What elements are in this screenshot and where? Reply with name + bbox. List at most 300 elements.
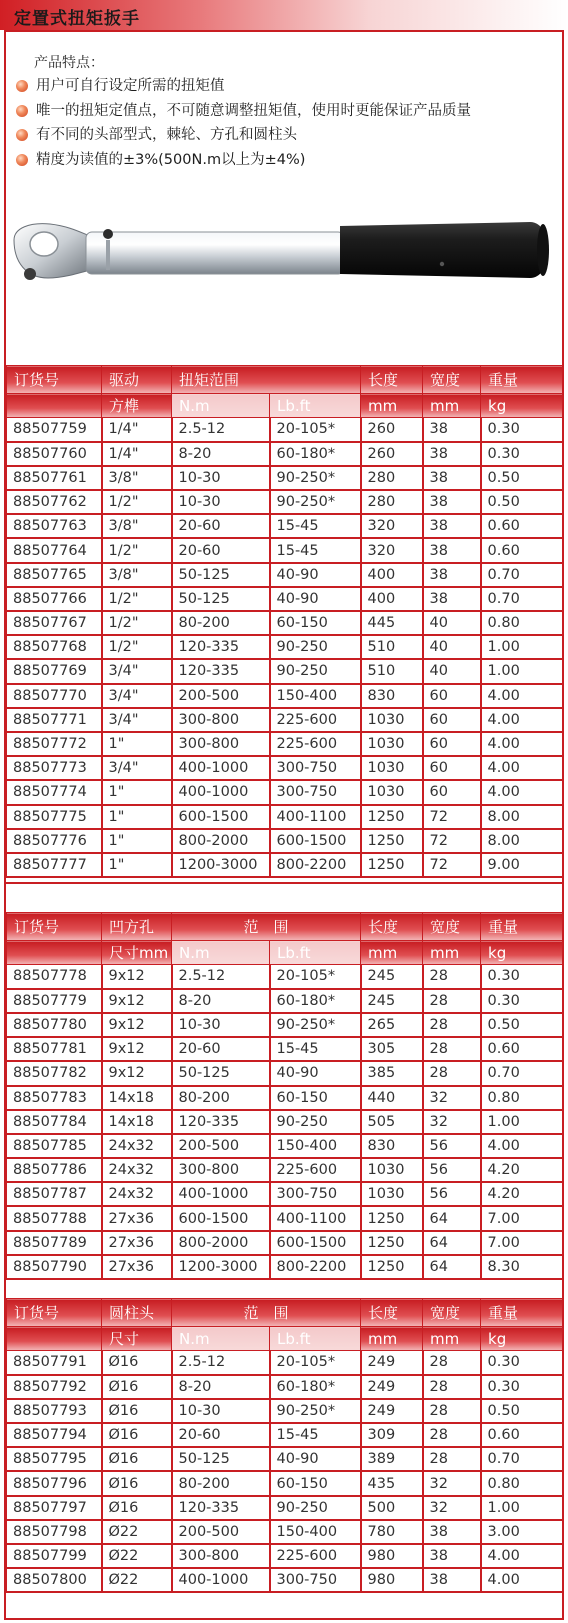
cell-nm: 1200-3000 bbox=[172, 1255, 270, 1279]
cell-drive: Ø16 bbox=[102, 1423, 172, 1447]
cell-nm: 400-1000 bbox=[172, 1568, 270, 1592]
cell-weight: 0.70 bbox=[481, 587, 563, 611]
cell-order-no: 88507761 bbox=[7, 466, 102, 490]
cell-lbft: 300-750 bbox=[270, 1182, 361, 1206]
cell-drive: 1/2" bbox=[102, 538, 172, 562]
col-length: 长度 bbox=[361, 913, 423, 941]
cell-order-no: 88507760 bbox=[7, 442, 102, 466]
cell-weight: 8.00 bbox=[481, 805, 563, 829]
table-row bbox=[7, 1447, 563, 1471]
col-width-unit: mm bbox=[423, 1327, 481, 1351]
cell-order-no: 88507786 bbox=[7, 1158, 102, 1182]
cell-nm: 800-2000 bbox=[172, 829, 270, 853]
cell-order-no: 88507765 bbox=[7, 563, 102, 587]
col-width: 宽度 bbox=[423, 366, 481, 394]
cell-lbft: 15-45 bbox=[270, 514, 361, 538]
features-heading: 产品特点： bbox=[34, 55, 104, 71]
table-body bbox=[7, 965, 563, 1279]
cell-weight: 3.00 bbox=[481, 1520, 563, 1544]
cell-lbft: 90-250* bbox=[270, 1399, 361, 1423]
title-bar bbox=[0, 0, 568, 30]
cell-length: 445 bbox=[361, 611, 423, 635]
cell-nm: 10-30 bbox=[172, 466, 270, 490]
table-row bbox=[7, 1037, 563, 1061]
spec-table-cylinder-head bbox=[6, 1298, 564, 1593]
cell-nm: 2.5-12 bbox=[172, 418, 270, 442]
table-row bbox=[7, 1351, 563, 1375]
cell-drive: 3/4" bbox=[102, 708, 172, 732]
cell-lbft: 60-180* bbox=[270, 442, 361, 466]
cell-length: 830 bbox=[361, 684, 423, 708]
cell-lbft: 15-45 bbox=[270, 538, 361, 562]
cell-drive: 1/2" bbox=[102, 635, 172, 659]
cell-length: 510 bbox=[361, 635, 423, 659]
col-range: 扭矩范围 bbox=[172, 366, 361, 394]
cell-nm: 120-335 bbox=[172, 1496, 270, 1520]
cell-order-no: 88507791 bbox=[7, 1351, 102, 1375]
cell-nm: 200-500 bbox=[172, 684, 270, 708]
table-row bbox=[7, 1158, 563, 1182]
cell-length: 1030 bbox=[361, 1158, 423, 1182]
cell-nm: 80-200 bbox=[172, 1086, 270, 1110]
cell-lbft: 90-250 bbox=[270, 1110, 361, 1134]
col-drive-sub: 方榫 bbox=[102, 394, 172, 418]
cell-weight: 8.00 bbox=[481, 829, 563, 853]
cell-lbft: 60-150 bbox=[270, 1086, 361, 1110]
col-cylinder-sub: 尺寸 bbox=[102, 1327, 172, 1351]
cell-weight: 1.00 bbox=[481, 1110, 563, 1134]
cell-weight: 4.00 bbox=[481, 1134, 563, 1158]
cell-nm: 80-200 bbox=[172, 611, 270, 635]
cell-width: 60 bbox=[423, 756, 481, 780]
table-row bbox=[7, 1206, 563, 1230]
table-row bbox=[7, 805, 563, 829]
cell-drive: 1/2" bbox=[102, 611, 172, 635]
cell-order-no: 88507799 bbox=[7, 1544, 102, 1568]
cell-order-no: 88507768 bbox=[7, 635, 102, 659]
feature-text: 唯一的扭矩定值点，不可随意调整扭矩值，使用时更能保证产品质量 bbox=[36, 102, 471, 119]
cell-order-no: 88507766 bbox=[7, 587, 102, 611]
table-body bbox=[7, 418, 563, 878]
cell-lbft: 90-250* bbox=[270, 490, 361, 514]
cell-order-no: 88507798 bbox=[7, 1520, 102, 1544]
cell-nm: 50-125 bbox=[172, 563, 270, 587]
table-row bbox=[7, 684, 563, 708]
bullet-icon bbox=[16, 154, 28, 166]
cell-weight: 0.80 bbox=[481, 1471, 563, 1495]
col-length-unit: mm bbox=[361, 1327, 423, 1351]
cell-width: 28 bbox=[423, 1423, 481, 1447]
cell-length: 500 bbox=[361, 1496, 423, 1520]
col-length: 长度 bbox=[361, 366, 423, 394]
cell-order-no: 88507795 bbox=[7, 1447, 102, 1471]
cell-drive: Ø16 bbox=[102, 1399, 172, 1423]
cell-drive: 1/2" bbox=[102, 490, 172, 514]
cell-width: 32 bbox=[423, 1086, 481, 1110]
table-row bbox=[7, 514, 563, 538]
cell-lbft: 225-600 bbox=[270, 708, 361, 732]
table-row bbox=[7, 563, 563, 587]
cell-width: 38 bbox=[423, 1544, 481, 1568]
cell-weight: 0.30 bbox=[481, 989, 563, 1013]
cell-lbft: 90-250* bbox=[270, 466, 361, 490]
cell-drive: 3/8" bbox=[102, 514, 172, 538]
cell-weight: 0.70 bbox=[481, 563, 563, 587]
cell-nm: 600-1500 bbox=[172, 1206, 270, 1230]
cell-drive: 3/8" bbox=[102, 563, 172, 587]
cell-length: 249 bbox=[361, 1351, 423, 1375]
cell-weight: 0.60 bbox=[481, 1423, 563, 1447]
cell-weight: 0.30 bbox=[481, 965, 563, 989]
cell-order-no: 88507773 bbox=[7, 756, 102, 780]
cell-weight: 1.00 bbox=[481, 1496, 563, 1520]
table-row bbox=[7, 1520, 563, 1544]
cell-order-no: 88507787 bbox=[7, 1182, 102, 1206]
col-order-no: 订货号 bbox=[7, 1299, 102, 1327]
cell-drive: 1" bbox=[102, 732, 172, 756]
cell-drive: Ø22 bbox=[102, 1520, 172, 1544]
table-row bbox=[7, 611, 563, 635]
cell-length: 305 bbox=[361, 1037, 423, 1061]
cell-nm: 20-60 bbox=[172, 538, 270, 562]
col-width-unit: mm bbox=[423, 941, 481, 965]
cell-lbft: 40-90 bbox=[270, 1061, 361, 1085]
cell-drive: Ø22 bbox=[102, 1568, 172, 1592]
cell-width: 38 bbox=[423, 587, 481, 611]
cell-nm: 10-30 bbox=[172, 1013, 270, 1037]
cell-nm: 120-335 bbox=[172, 659, 270, 683]
table-row bbox=[7, 418, 563, 442]
cell-length: 389 bbox=[361, 1447, 423, 1471]
cell-width: 60 bbox=[423, 708, 481, 732]
cell-length: 249 bbox=[361, 1399, 423, 1423]
cell-order-no: 88507780 bbox=[7, 1013, 102, 1037]
cell-nm: 80-200 bbox=[172, 1471, 270, 1495]
table-row bbox=[7, 1231, 563, 1255]
feature-text: 有不同的头部型式，棘轮、方孔和圆柱头 bbox=[36, 127, 297, 143]
table-row bbox=[7, 466, 563, 490]
cell-nm: 200-500 bbox=[172, 1134, 270, 1158]
cell-drive: Ø16 bbox=[102, 1351, 172, 1375]
cell-drive: 14x18 bbox=[102, 1110, 172, 1134]
cell-order-no: 88507788 bbox=[7, 1206, 102, 1230]
cell-width: 32 bbox=[423, 1471, 481, 1495]
cell-weight: 0.30 bbox=[481, 418, 563, 442]
cell-width: 28 bbox=[423, 1399, 481, 1423]
cell-width: 38 bbox=[423, 418, 481, 442]
cell-lbft: 20-105* bbox=[270, 418, 361, 442]
cell-order-no: 88507797 bbox=[7, 1496, 102, 1520]
cell-length: 385 bbox=[361, 1061, 423, 1085]
cell-width: 28 bbox=[423, 1447, 481, 1471]
cell-nm: 800-2000 bbox=[172, 1231, 270, 1255]
cell-width: 60 bbox=[423, 684, 481, 708]
divider bbox=[6, 882, 562, 884]
cell-length: 510 bbox=[361, 659, 423, 683]
cell-width: 28 bbox=[423, 1037, 481, 1061]
spec-table-ratchet bbox=[6, 365, 564, 878]
col-nm: N.m bbox=[172, 1327, 270, 1351]
cell-length: 1030 bbox=[361, 756, 423, 780]
spec-tables bbox=[6, 365, 562, 1593]
cell-weight: 1.00 bbox=[481, 659, 563, 683]
cell-weight: 7.00 bbox=[481, 1206, 563, 1230]
cell-width: 32 bbox=[423, 1110, 481, 1134]
cell-drive: 1/4" bbox=[102, 418, 172, 442]
cell-order-no: 88507781 bbox=[7, 1037, 102, 1061]
cell-lbft: 15-45 bbox=[270, 1423, 361, 1447]
cell-weight: 0.30 bbox=[481, 442, 563, 466]
cell-length: 1030 bbox=[361, 708, 423, 732]
cell-length: 1030 bbox=[361, 780, 423, 804]
cell-order-no: 88507771 bbox=[7, 708, 102, 732]
cell-nm: 10-30 bbox=[172, 490, 270, 514]
cell-width: 40 bbox=[423, 611, 481, 635]
table-row bbox=[7, 587, 563, 611]
cell-lbft: 40-90 bbox=[270, 587, 361, 611]
table-row bbox=[7, 1423, 563, 1447]
cell-drive: 24x32 bbox=[102, 1134, 172, 1158]
cell-width: 56 bbox=[423, 1158, 481, 1182]
cell-order-no: 88507774 bbox=[7, 780, 102, 804]
cell-length: 320 bbox=[361, 538, 423, 562]
col-order-no-sub bbox=[7, 394, 102, 418]
table-row bbox=[7, 442, 563, 466]
cell-order-no: 88507784 bbox=[7, 1110, 102, 1134]
cell-order-no: 88507779 bbox=[7, 989, 102, 1013]
cell-drive: 1/4" bbox=[102, 442, 172, 466]
cell-drive: 3/4" bbox=[102, 756, 172, 780]
cell-drive: 1/2" bbox=[102, 587, 172, 611]
table-row bbox=[7, 1375, 563, 1399]
cell-length: 249 bbox=[361, 1375, 423, 1399]
table-body bbox=[7, 1351, 563, 1593]
cell-drive: 24x32 bbox=[102, 1158, 172, 1182]
cell-nm: 50-125 bbox=[172, 1061, 270, 1085]
cell-order-no: 88507785 bbox=[7, 1134, 102, 1158]
cell-lbft: 400-1100 bbox=[270, 805, 361, 829]
cell-order-no: 88507790 bbox=[7, 1255, 102, 1279]
cell-drive: 1" bbox=[102, 805, 172, 829]
cell-length: 280 bbox=[361, 466, 423, 490]
cell-nm: 50-125 bbox=[172, 1447, 270, 1471]
cell-drive: 9x12 bbox=[102, 1037, 172, 1061]
col-length-unit: mm bbox=[361, 394, 423, 418]
features-list bbox=[16, 74, 556, 172]
cell-order-no: 88507775 bbox=[7, 805, 102, 829]
col-weight: 重量 bbox=[481, 1299, 563, 1327]
cell-length: 505 bbox=[361, 1110, 423, 1134]
table-row bbox=[7, 635, 563, 659]
cell-lbft: 15-45 bbox=[270, 1037, 361, 1061]
table-row bbox=[7, 659, 563, 683]
cell-width: 72 bbox=[423, 805, 481, 829]
cell-length: 1250 bbox=[361, 1206, 423, 1230]
cell-weight: 0.50 bbox=[481, 490, 563, 514]
cell-drive: 27x36 bbox=[102, 1255, 172, 1279]
cell-width: 32 bbox=[423, 1496, 481, 1520]
cell-weight: 0.30 bbox=[481, 1375, 563, 1399]
cell-nm: 1200-3000 bbox=[172, 853, 270, 877]
cell-lbft: 300-750 bbox=[270, 756, 361, 780]
col-socket: 凹方孔 bbox=[102, 913, 172, 941]
cell-width: 38 bbox=[423, 1568, 481, 1592]
col-order-no: 订货号 bbox=[7, 366, 102, 394]
cell-nm: 600-1500 bbox=[172, 805, 270, 829]
cell-order-no: 88507769 bbox=[7, 659, 102, 683]
col-order-no-sub bbox=[7, 1327, 102, 1351]
cell-lbft: 225-600 bbox=[270, 1158, 361, 1182]
cell-width: 64 bbox=[423, 1255, 481, 1279]
cell-width: 28 bbox=[423, 1013, 481, 1037]
table-row bbox=[7, 756, 563, 780]
cell-width: 40 bbox=[423, 635, 481, 659]
cell-nm: 20-60 bbox=[172, 1037, 270, 1061]
cell-weight: 4.00 bbox=[481, 780, 563, 804]
cell-order-no: 88507796 bbox=[7, 1471, 102, 1495]
cell-drive: 9x12 bbox=[102, 1013, 172, 1037]
cell-drive: 3/4" bbox=[102, 684, 172, 708]
cell-nm: 2.5-12 bbox=[172, 965, 270, 989]
cell-length: 1250 bbox=[361, 1231, 423, 1255]
table-row bbox=[7, 1544, 563, 1568]
cell-lbft: 90-250 bbox=[270, 635, 361, 659]
feature-text: 精度为读值的±3%(500N.m以上为±4%) bbox=[36, 151, 306, 168]
table-row bbox=[7, 1399, 563, 1423]
cell-drive: 14x18 bbox=[102, 1086, 172, 1110]
cell-lbft: 225-600 bbox=[270, 732, 361, 756]
cell-width: 38 bbox=[423, 466, 481, 490]
cell-lbft: 150-400 bbox=[270, 1134, 361, 1158]
cell-length: 309 bbox=[361, 1423, 423, 1447]
table-row bbox=[7, 1013, 563, 1037]
col-order-no-sub bbox=[7, 941, 102, 965]
cell-length: 1030 bbox=[361, 1182, 423, 1206]
cell-weight: 4.00 bbox=[481, 684, 563, 708]
cell-width: 28 bbox=[423, 1061, 481, 1085]
cell-length: 260 bbox=[361, 418, 423, 442]
bullet-icon bbox=[16, 80, 28, 92]
cell-nm: 20-60 bbox=[172, 514, 270, 538]
cell-lbft: 300-750 bbox=[270, 1568, 361, 1592]
cell-width: 56 bbox=[423, 1134, 481, 1158]
cell-lbft: 20-105* bbox=[270, 965, 361, 989]
cell-length: 1250 bbox=[361, 829, 423, 853]
cell-nm: 300-800 bbox=[172, 708, 270, 732]
feature-item bbox=[16, 74, 556, 99]
col-range: 范 围 bbox=[172, 1299, 361, 1327]
col-lbft: Lb.ft bbox=[270, 394, 361, 418]
cell-weight: 0.70 bbox=[481, 1447, 563, 1471]
feature-item bbox=[16, 123, 556, 148]
cell-lbft: 300-750 bbox=[270, 780, 361, 804]
cell-length: 1250 bbox=[361, 805, 423, 829]
bullet-icon bbox=[16, 129, 28, 141]
table-row bbox=[7, 965, 563, 989]
cell-length: 1030 bbox=[361, 732, 423, 756]
cell-width: 38 bbox=[423, 1520, 481, 1544]
cell-lbft: 60-180* bbox=[270, 1375, 361, 1399]
cell-drive: Ø16 bbox=[102, 1496, 172, 1520]
cell-nm: 20-60 bbox=[172, 1423, 270, 1447]
table-row bbox=[7, 708, 563, 732]
cell-lbft: 60-150 bbox=[270, 611, 361, 635]
cell-length: 830 bbox=[361, 1134, 423, 1158]
page-title: 定置式扭矩扳手 bbox=[14, 9, 140, 29]
cell-weight: 4.00 bbox=[481, 708, 563, 732]
cell-weight: 0.80 bbox=[481, 1086, 563, 1110]
cell-order-no: 88507778 bbox=[7, 965, 102, 989]
cell-length: 320 bbox=[361, 514, 423, 538]
cell-order-no: 88507770 bbox=[7, 684, 102, 708]
cell-drive: Ø16 bbox=[102, 1375, 172, 1399]
cell-weight: 4.00 bbox=[481, 1568, 563, 1592]
cell-length: 980 bbox=[361, 1544, 423, 1568]
cell-order-no: 88507793 bbox=[7, 1399, 102, 1423]
cell-length: 440 bbox=[361, 1086, 423, 1110]
col-nm: N.m bbox=[172, 394, 270, 418]
cell-nm: 400-1000 bbox=[172, 756, 270, 780]
feature-item bbox=[16, 148, 556, 173]
cell-order-no: 88507776 bbox=[7, 829, 102, 853]
col-drive: 驱动 bbox=[102, 366, 172, 394]
col-weight: 重量 bbox=[481, 913, 563, 941]
cell-weight: 4.00 bbox=[481, 1544, 563, 1568]
cell-lbft: 60-150 bbox=[270, 1471, 361, 1495]
cell-weight: 0.80 bbox=[481, 611, 563, 635]
cell-drive: 9x12 bbox=[102, 1061, 172, 1085]
cell-width: 28 bbox=[423, 965, 481, 989]
col-weight-unit: kg bbox=[481, 1327, 563, 1351]
cell-length: 780 bbox=[361, 1520, 423, 1544]
cell-weight: 1.00 bbox=[481, 635, 563, 659]
cell-lbft: 400-1100 bbox=[270, 1206, 361, 1230]
feature-text: 用户可自行设定所需的扭矩值 bbox=[36, 78, 225, 94]
cell-length: 980 bbox=[361, 1568, 423, 1592]
cell-order-no: 88507782 bbox=[7, 1061, 102, 1085]
table-row bbox=[7, 780, 563, 804]
cell-nm: 300-800 bbox=[172, 732, 270, 756]
table-row bbox=[7, 732, 563, 756]
cell-length: 265 bbox=[361, 1013, 423, 1037]
table-row bbox=[7, 538, 563, 562]
col-weight-unit: kg bbox=[481, 941, 563, 965]
cell-width: 38 bbox=[423, 514, 481, 538]
cell-length: 435 bbox=[361, 1471, 423, 1495]
cell-nm: 10-30 bbox=[172, 1399, 270, 1423]
table-row bbox=[7, 1134, 563, 1158]
col-length: 长度 bbox=[361, 1299, 423, 1327]
table-row bbox=[7, 490, 563, 514]
table-row bbox=[7, 1496, 563, 1520]
features-section bbox=[16, 52, 556, 172]
cell-order-no: 88507789 bbox=[7, 1231, 102, 1255]
cell-weight: 4.20 bbox=[481, 1158, 563, 1182]
cell-drive: 27x36 bbox=[102, 1206, 172, 1230]
cell-width: 38 bbox=[423, 538, 481, 562]
col-width: 宽度 bbox=[423, 1299, 481, 1327]
cell-weight: 0.60 bbox=[481, 514, 563, 538]
cell-lbft: 600-1500 bbox=[270, 829, 361, 853]
table-row bbox=[7, 829, 563, 853]
cell-drive: 3/8" bbox=[102, 466, 172, 490]
cell-weight: 4.00 bbox=[481, 732, 563, 756]
cell-weight: 8.30 bbox=[481, 1255, 563, 1279]
cell-order-no: 88507800 bbox=[7, 1568, 102, 1592]
cell-weight: 0.70 bbox=[481, 1061, 563, 1085]
cell-drive: 1" bbox=[102, 829, 172, 853]
cell-lbft: 800-2200 bbox=[270, 853, 361, 877]
